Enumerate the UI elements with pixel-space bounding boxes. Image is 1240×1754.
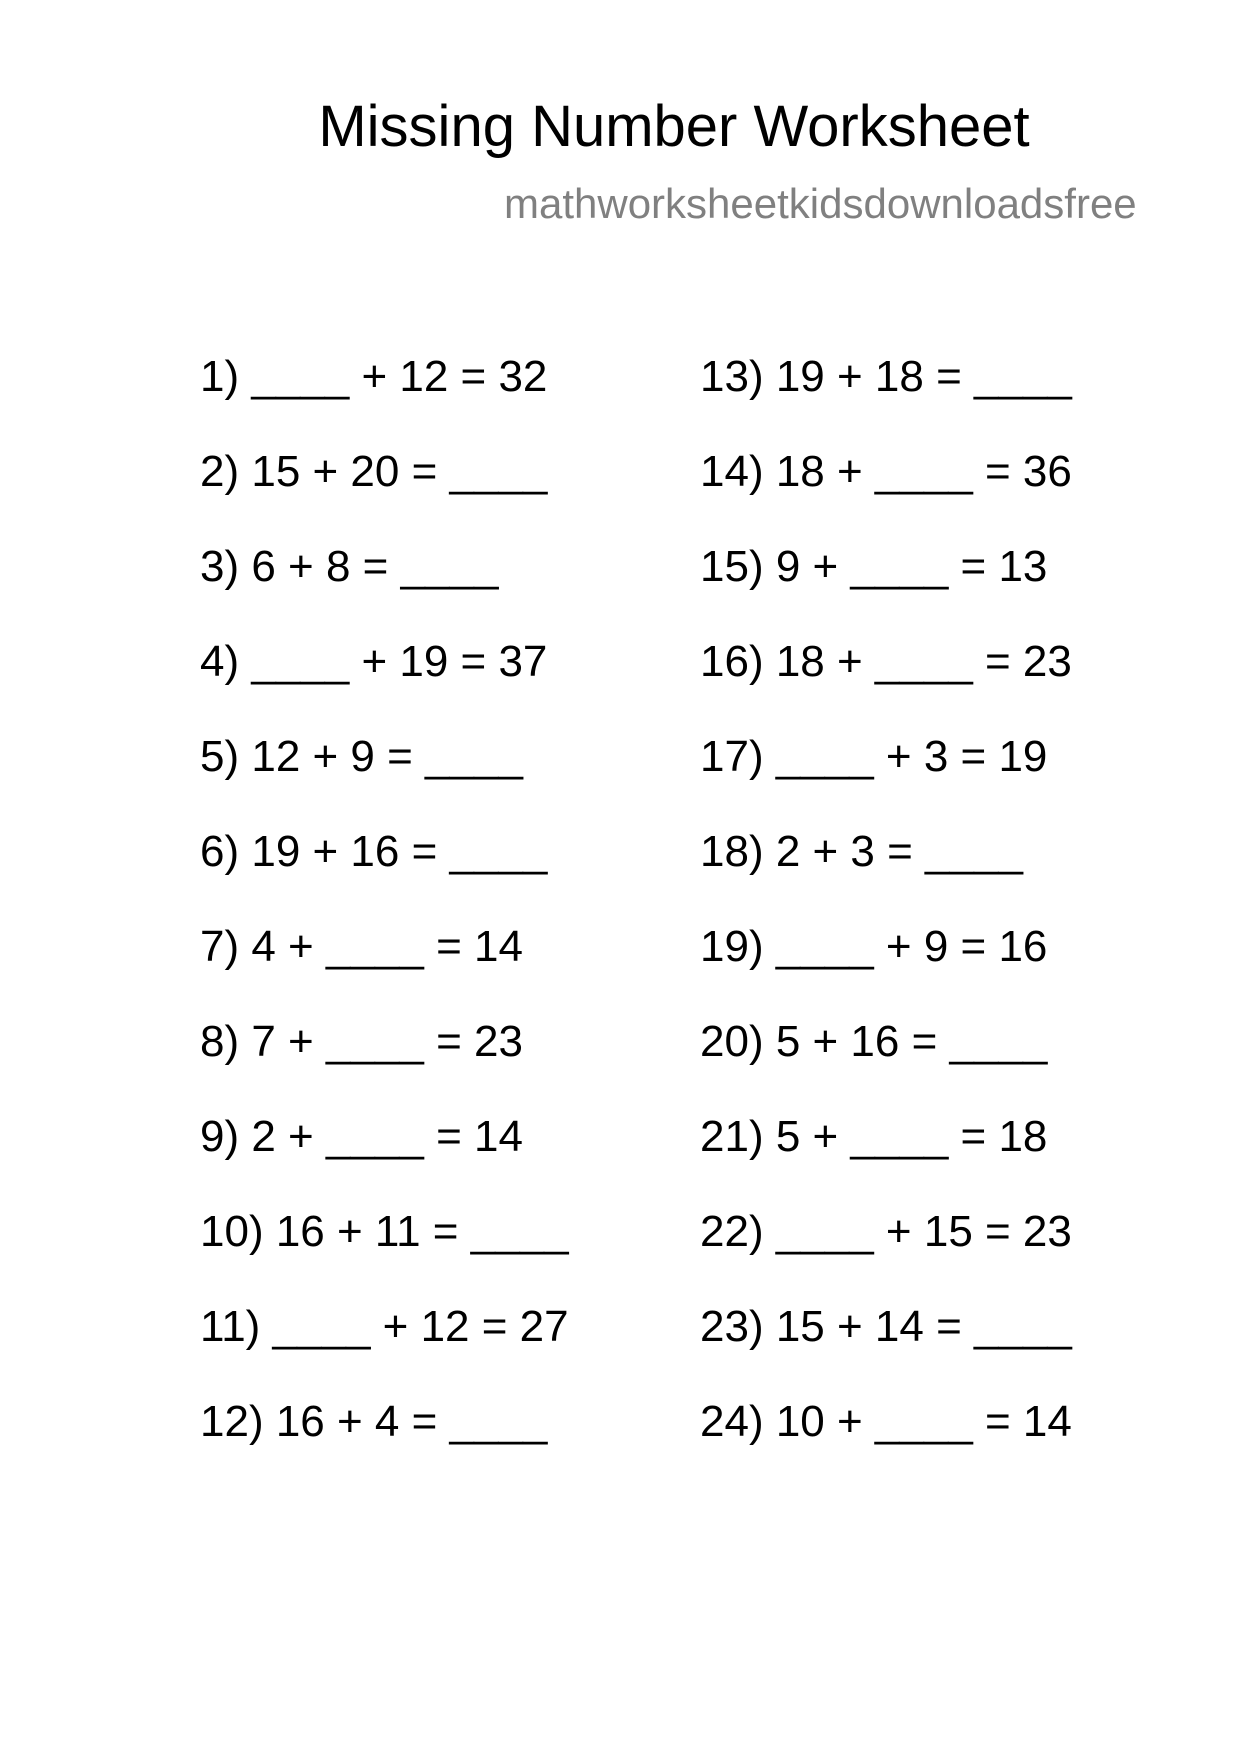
worksheet-title (0, 94, 1240, 159)
worksheet-source: mathworksheetkidsdownloadsfree (504, 180, 1137, 227)
problem-item: 10) 16 + 11 = ____ (200, 1207, 569, 1256)
problem-item: 15) 9 + ____ = 13 (700, 542, 1048, 591)
problem-item: 24) 10 + ____ = 14 (700, 1397, 1072, 1446)
problem-item: 6) 19 + 16 = ____ (200, 827, 548, 876)
problems-column-right (700, 352, 1072, 1492)
problem-item: 8) 7 + ____ = 23 (200, 1017, 523, 1066)
problem-item: 19) ____ + 9 = 16 (700, 922, 1048, 971)
problem-item: 21) 5 + ____ = 18 (700, 1112, 1048, 1161)
problem-item: 17) ____ + 3 = 19 (700, 732, 1048, 781)
problem-item: 14) 18 + ____ = 36 (700, 447, 1072, 496)
problems-column-left (200, 352, 569, 1492)
problem-item: 3) 6 + 8 = ____ (200, 542, 499, 591)
problem-item: 1) ____ + 12 = 32 (200, 352, 548, 401)
problem-item: 22) ____ + 15 = 23 (700, 1207, 1072, 1256)
worksheet-title-text: Missing Number Worksheet (318, 94, 1030, 159)
problem-item: 11) ____ + 12 = 27 (200, 1302, 569, 1351)
problem-item: 13) 19 + 18 = ____ (700, 352, 1072, 401)
problem-item: 18) 2 + 3 = ____ (700, 827, 1023, 876)
problem-item: 2) 15 + 20 = ____ (200, 447, 548, 496)
problem-item: 9) 2 + ____ = 14 (200, 1112, 523, 1161)
problem-item: 5) 12 + 9 = ____ (200, 732, 523, 781)
problem-item: 23) 15 + 14 = ____ (700, 1302, 1072, 1351)
problem-item: 16) 18 + ____ = 23 (700, 637, 1072, 686)
problem-item: 7) 4 + ____ = 14 (200, 922, 523, 971)
problem-item: 4) ____ + 19 = 37 (200, 637, 548, 686)
problem-item: 20) 5 + 16 = ____ (700, 1017, 1048, 1066)
problem-item: 12) 16 + 4 = ____ (200, 1397, 548, 1446)
